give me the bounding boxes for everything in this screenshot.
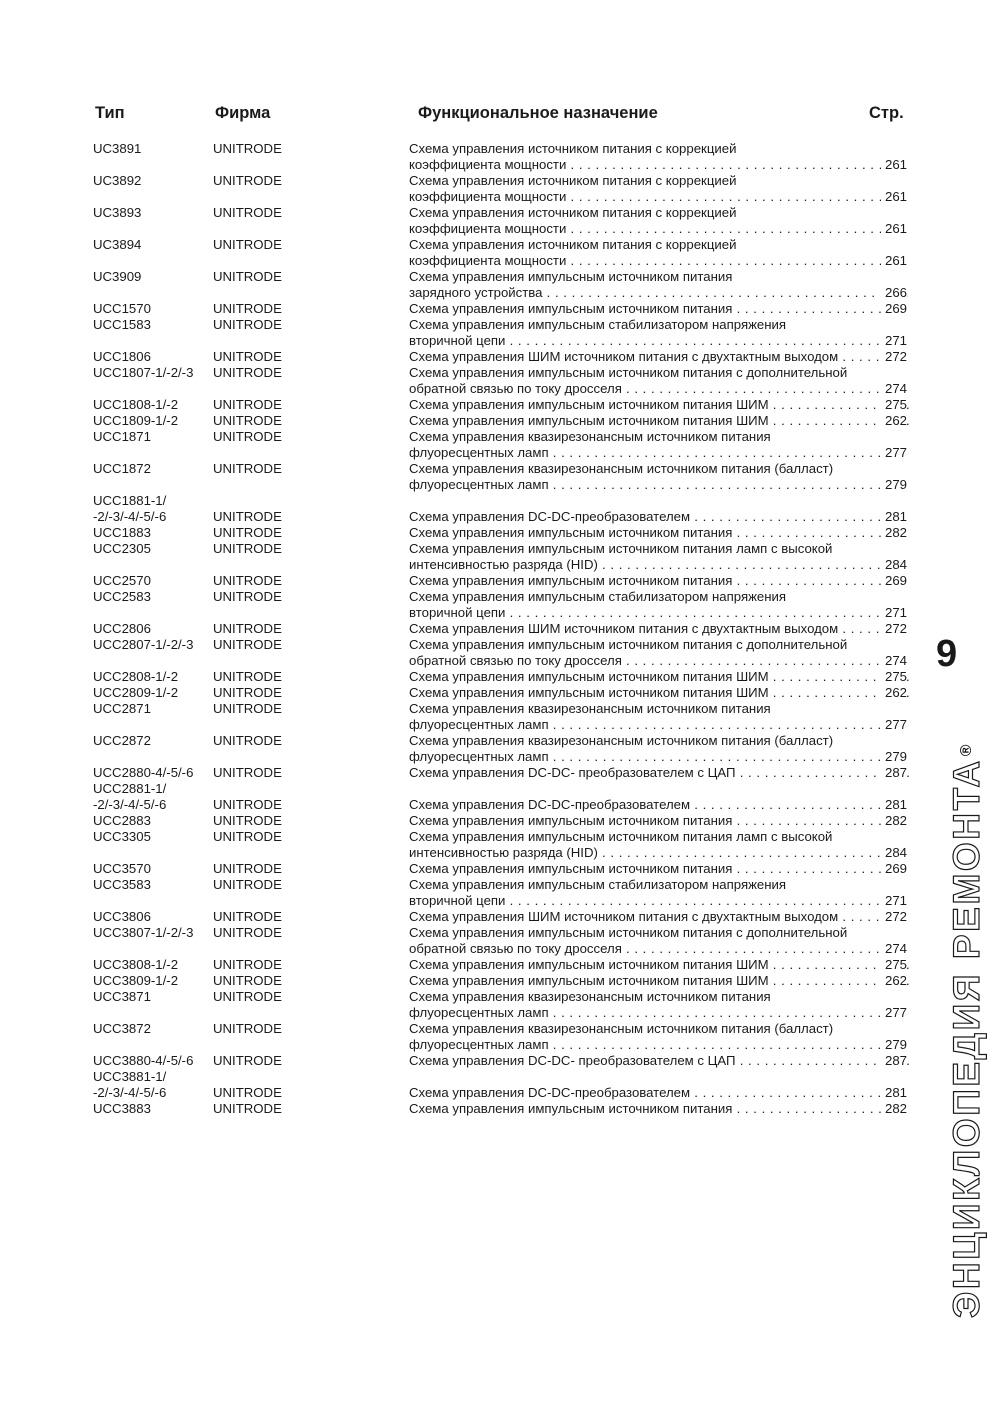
table-row <box>0 413 1005 429</box>
description-cell: Схема управления квазирезонансным источником питания <box>409 701 771 716</box>
type-cell: UCC1570 <box>93 301 151 316</box>
description-cell: Схема управления импульсным источником питания . . . <box>409 301 910 317</box>
description-cell: флуоресцентных ламп . . . <box>409 1037 910 1053</box>
page-cell: 279 <box>881 477 907 493</box>
description-cell: Схема управления импульсным источником питания ламп с высокой <box>409 541 833 556</box>
encyclopedia-title-text: ЭНЦИКЛОПЕДИЯ РЕМОНТА <box>946 758 987 1318</box>
description-cell: интенсивностью разряда (HID) . . . <box>409 557 910 573</box>
page-cell: 262 <box>881 413 907 429</box>
firm-cell: UNITRODE <box>213 525 282 540</box>
table-row <box>0 621 1005 637</box>
page-cell: 287 <box>881 1053 907 1069</box>
description-cell: Схема управления DC-DC- преобразователем с ЦАП . . . <box>409 1053 910 1069</box>
page-cell: 261 <box>881 253 907 269</box>
chapter-number: 9 <box>936 633 958 675</box>
firm-cell: UNITRODE <box>213 205 282 220</box>
table-row <box>0 973 1005 989</box>
firm-cell: UNITRODE <box>213 397 282 412</box>
description-cell: Схема управления импульсным источником питания ламп с высокой <box>409 829 833 844</box>
type-cell: UCC1871 <box>93 429 151 444</box>
type-cell: UCC2871 <box>93 701 151 716</box>
description-cell: Схема управления квазирезонансным источником питания <box>409 989 771 1004</box>
page-cell: 261 <box>881 157 907 173</box>
type-cell: UC3909 <box>93 269 142 284</box>
table-header <box>0 104 1005 128</box>
description-cell: Схема управления ШИМ источником питания с двухтактным выходом . . . <box>409 349 910 365</box>
table-row <box>0 653 1005 669</box>
description-cell: вторичной цепи . . . <box>409 893 910 909</box>
firm-cell: UNITRODE <box>213 541 282 556</box>
description-cell: Схема управления импульсным источником питания ШИМ . . . <box>409 973 910 989</box>
page-cell: 274 <box>881 381 907 397</box>
table-row <box>0 349 1005 365</box>
table-row <box>0 205 1005 221</box>
firm-cell: UNITRODE <box>213 237 282 252</box>
header-function: Функциональное назначение <box>418 104 658 122</box>
type-cell: UCC3807-1/-2/-3 <box>93 925 194 940</box>
page-cell: 282 <box>881 525 907 541</box>
description-cell: Схема управления DC-DC-преобразователем . . . <box>409 1085 910 1101</box>
table-row <box>0 925 1005 941</box>
description-cell: флуоресцентных ламп . . . <box>409 477 910 493</box>
firm-cell: UNITRODE <box>213 957 282 972</box>
table-row <box>0 397 1005 413</box>
table-row <box>0 685 1005 701</box>
description-cell: Схема управления квазирезонансным источником питания (балласт) <box>409 461 834 476</box>
table-row <box>0 509 1005 525</box>
description-cell: Схема управления DC-DC- преобразователем с ЦАП . . . <box>409 765 910 781</box>
firm-cell: UNITRODE <box>213 733 282 748</box>
table-row <box>0 1021 1005 1037</box>
firm-cell: UNITRODE <box>213 413 282 428</box>
firm-cell: UNITRODE <box>213 685 282 700</box>
table-row <box>0 861 1005 877</box>
type-cell: UCC3809-1/-2 <box>93 973 179 988</box>
table-row <box>0 429 1005 445</box>
table-row <box>0 541 1005 557</box>
description-cell: Схема управления импульсным источником питания с дополнительной <box>409 637 848 652</box>
description-cell: Схема управления импульсным источником питания . . . <box>409 813 910 829</box>
page-cell: 272 <box>881 349 907 365</box>
page-cell: 275 <box>881 397 907 413</box>
table-row <box>0 1005 1005 1021</box>
firm-cell: UNITRODE <box>213 925 282 940</box>
description-cell: Схема управления импульсным источником питания ШИМ . . . <box>409 685 910 701</box>
description-cell: обратной связью по току дросселя . . . <box>409 653 910 669</box>
type-cell: UCC3871 <box>93 989 151 1004</box>
description-cell: Схема управления импульсным источником питания ШИМ . . . <box>409 669 910 685</box>
description-cell: Схема управления импульсным стабилизатором напряжения <box>409 877 787 892</box>
table-row <box>0 589 1005 605</box>
table-row <box>0 909 1005 925</box>
page-cell: 262 <box>881 685 907 701</box>
entries-list <box>0 141 1005 1117</box>
page-cell: 261 <box>881 221 907 237</box>
table-row <box>0 477 1005 493</box>
type-cell: -2/-3/-4/-5/-6 <box>93 509 167 524</box>
description-cell: флуоресцентных ламп . . . <box>409 1005 910 1021</box>
firm-cell: UNITRODE <box>213 669 282 684</box>
type-cell: UCC3583 <box>93 877 151 892</box>
type-cell: UCC2881-1/ <box>93 781 167 796</box>
description-cell: Схема управления источником питания с коррекцией <box>409 141 737 156</box>
page-cell: 281 <box>881 1085 907 1101</box>
type-cell: UCC2880-4/-5/-6 <box>93 765 194 780</box>
table-row <box>0 445 1005 461</box>
type-cell: UCC3872 <box>93 1021 151 1036</box>
firm-cell: UNITRODE <box>213 829 282 844</box>
firm-cell: UNITRODE <box>213 813 282 828</box>
firm-cell: UNITRODE <box>213 621 282 636</box>
table-row <box>0 813 1005 829</box>
page-cell: 277 <box>881 717 907 733</box>
table-row <box>0 637 1005 653</box>
description-cell: флуоресцентных ламп . . . <box>409 717 910 733</box>
encyclopedia-title <box>947 742 987 1318</box>
table-row <box>0 1053 1005 1069</box>
table-row <box>0 829 1005 845</box>
firm-cell: UNITRODE <box>213 365 282 380</box>
description-cell: Схема управления квазирезонансным источником питания <box>409 429 771 444</box>
firm-cell: UNITRODE <box>213 637 282 652</box>
firm-cell: UNITRODE <box>213 509 282 524</box>
table-row <box>0 141 1005 157</box>
table-row <box>0 733 1005 749</box>
table-row <box>0 285 1005 301</box>
table-row <box>0 669 1005 685</box>
table-row <box>0 717 1005 733</box>
page-cell: 271 <box>881 333 907 349</box>
table-row <box>0 781 1005 797</box>
description-cell: Схема управления импульсным источником питания с дополнительной <box>409 365 848 380</box>
description-cell: коэффициента мощности . . . <box>409 157 910 173</box>
description-cell: Схема управления источником питания с коррекцией <box>409 205 737 220</box>
type-cell: UCC3806 <box>93 909 151 924</box>
type-cell: UCC1872 <box>93 461 151 476</box>
type-cell: UCC2808-1/-2 <box>93 669 179 684</box>
firm-cell: UNITRODE <box>213 877 282 892</box>
table-row <box>0 525 1005 541</box>
type-cell: UC3893 <box>93 205 142 220</box>
table-row <box>0 365 1005 381</box>
table-row <box>0 253 1005 269</box>
type-cell: UCC2883 <box>93 813 151 828</box>
page-cell: 269 <box>881 301 907 317</box>
table-row <box>0 989 1005 1005</box>
page-cell: 275 <box>881 957 907 973</box>
type-cell: UCC1807-1/-2/-3 <box>93 365 194 380</box>
type-cell: UCC1881-1/ <box>93 493 167 508</box>
description-cell: Схема управления DC-DC-преобразователем . . . <box>409 797 910 813</box>
description-cell: Схема управления импульсным источником питания ШИМ . . . <box>409 397 910 413</box>
description-cell: Схема управления импульсным источником питания . . . <box>409 525 910 541</box>
type-cell: UCC3570 <box>93 861 151 876</box>
firm-cell: UNITRODE <box>213 317 282 332</box>
page-cell: 279 <box>881 1037 907 1053</box>
description-cell: Схема управления импульсным стабилизатором напряжения <box>409 317 787 332</box>
page-cell: 284 <box>881 845 907 861</box>
table-row <box>0 189 1005 205</box>
description-cell: обратной связью по току дросселя . . . <box>409 381 910 397</box>
page-cell: 282 <box>881 813 907 829</box>
page-cell: 272 <box>881 909 907 925</box>
firm-cell: UNITRODE <box>213 1085 282 1100</box>
page-cell: 271 <box>881 605 907 621</box>
registered-mark: ® <box>958 741 975 757</box>
firm-cell: UNITRODE <box>213 173 282 188</box>
firm-cell: UNITRODE <box>213 1021 282 1036</box>
table-row <box>0 605 1005 621</box>
page-cell: 281 <box>881 509 907 525</box>
table-row <box>0 1101 1005 1117</box>
table-row <box>0 237 1005 253</box>
description-cell: Схема управления импульсным источником питания . . . <box>409 1101 910 1117</box>
type-cell: UCC1883 <box>93 525 151 540</box>
type-cell: UCC1808-1/-2 <box>93 397 179 412</box>
description-cell: Схема управления импульсным источником питания ШИМ . . . <box>409 957 910 973</box>
description-cell: обратной связью по току дросселя . . . <box>409 941 910 957</box>
type-cell: UCC2872 <box>93 733 151 748</box>
table-row <box>0 941 1005 957</box>
header-type: Тип <box>95 104 125 122</box>
page-cell: 266 <box>881 285 907 301</box>
table-row <box>0 493 1005 509</box>
type-cell: UCC2807-1/-2/-3 <box>93 637 194 652</box>
description-cell: Схема управления импульсным источником питания . . . <box>409 861 910 877</box>
table-row <box>0 381 1005 397</box>
page-cell: 277 <box>881 445 907 461</box>
table-row <box>0 765 1005 781</box>
page-cell: 269 <box>881 861 907 877</box>
firm-cell: UNITRODE <box>213 1101 282 1116</box>
page-cell: 284 <box>881 557 907 573</box>
description-cell: Схема управления импульсным источником питания с дополнительной <box>409 925 848 940</box>
table-row <box>0 797 1005 813</box>
firm-cell: UNITRODE <box>213 765 282 780</box>
description-cell: коэффициента мощности . . . <box>409 253 910 269</box>
table-row <box>0 221 1005 237</box>
table-row <box>0 301 1005 317</box>
type-cell: UCC3883 <box>93 1101 151 1116</box>
description-cell: Схема управления квазирезонансным источником питания (балласт) <box>409 1021 834 1036</box>
page-cell: 275 <box>881 669 907 685</box>
page-cell: 287 <box>881 765 907 781</box>
description-cell: зарядного устройства . . . <box>409 285 910 301</box>
description-cell: Схема управления импульсным стабилизатором напряжения <box>409 589 787 604</box>
firm-cell: UNITRODE <box>213 1053 282 1068</box>
type-cell: UCC2570 <box>93 573 151 588</box>
firm-cell: UNITRODE <box>213 989 282 1004</box>
table-row <box>0 845 1005 861</box>
table-row <box>0 333 1005 349</box>
table-row <box>0 461 1005 477</box>
firm-cell: UNITRODE <box>213 861 282 876</box>
description-cell: Схема управления ШИМ источником питания с двухтактным выходом . . . <box>409 909 910 925</box>
table-row <box>0 1037 1005 1053</box>
type-cell: UCC2583 <box>93 589 151 604</box>
page-cell: 282 <box>881 1101 907 1117</box>
description-cell: Схема управления источником питания с коррекцией <box>409 173 737 188</box>
type-cell: UCC3808-1/-2 <box>93 957 179 972</box>
table-row <box>0 1069 1005 1085</box>
firm-cell: UNITRODE <box>213 461 282 476</box>
firm-cell: UNITRODE <box>213 301 282 316</box>
description-cell: интенсивностью разряда (HID) . . . <box>409 845 910 861</box>
type-cell: UCC2305 <box>93 541 151 556</box>
description-cell: Схема управления DC-DC-преобразователем . . . <box>409 509 910 525</box>
type-cell: UCC3880-4/-5/-6 <box>93 1053 194 1068</box>
page-cell: 274 <box>881 653 907 669</box>
firm-cell: UNITRODE <box>213 349 282 364</box>
firm-cell: UNITRODE <box>213 909 282 924</box>
type-cell: UCC2809-1/-2 <box>93 685 179 700</box>
page-cell: 271 <box>881 893 907 909</box>
type-cell: -2/-3/-4/-5/-6 <box>93 797 167 812</box>
header-page: Стр. <box>869 104 904 122</box>
type-cell: UCC1583 <box>93 317 151 332</box>
type-cell: UCC1809-1/-2 <box>93 413 179 428</box>
type-cell: UC3891 <box>93 141 142 156</box>
description-cell: Схема управления квазирезонансным источником питания (балласт) <box>409 733 834 748</box>
firm-cell: UNITRODE <box>213 141 282 156</box>
firm-cell: UNITRODE <box>213 573 282 588</box>
type-cell: UCC3305 <box>93 829 151 844</box>
page-cell: 279 <box>881 749 907 765</box>
table-row <box>0 749 1005 765</box>
table-row <box>0 157 1005 173</box>
description-cell: вторичной цепи . . . <box>409 605 910 621</box>
description-cell: флуоресцентных ламп . . . <box>409 445 910 461</box>
firm-cell: UNITRODE <box>213 589 282 604</box>
page-cell: 269 <box>881 573 907 589</box>
firm-cell: UNITRODE <box>213 973 282 988</box>
table-row <box>0 317 1005 333</box>
table-row <box>0 701 1005 717</box>
table-row <box>0 269 1005 285</box>
description-cell: коэффициента мощности . . . <box>409 221 910 237</box>
header-firm: Фирма <box>215 104 271 122</box>
type-cell: UCC3881-1/ <box>93 1069 167 1084</box>
table-row <box>0 893 1005 909</box>
description-cell: флуоресцентных ламп . . . <box>409 749 910 765</box>
page-cell: 281 <box>881 797 907 813</box>
page-cell: 277 <box>881 1005 907 1021</box>
description-cell: Схема управления импульсным источником питания ШИМ . . . <box>409 413 910 429</box>
table-row <box>0 957 1005 973</box>
table-row <box>0 173 1005 189</box>
table-row <box>0 557 1005 573</box>
page-cell: 261 <box>881 189 907 205</box>
type-cell: UC3894 <box>93 237 142 252</box>
table-row <box>0 573 1005 589</box>
firm-cell: UNITRODE <box>213 269 282 284</box>
firm-cell: UNITRODE <box>213 429 282 444</box>
description-cell: коэффициента мощности . . . <box>409 189 910 205</box>
firm-cell: UNITRODE <box>213 701 282 716</box>
page-cell: 262 <box>881 973 907 989</box>
page-cell: 272 <box>881 621 907 637</box>
page-cell: 274 <box>881 941 907 957</box>
firm-cell: UNITRODE <box>213 797 282 812</box>
type-cell: -2/-3/-4/-5/-6 <box>93 1085 167 1100</box>
description-cell: Схема управления импульсным источником питания . . . <box>409 573 910 589</box>
description-cell: Схема управления ШИМ источником питания с двухтактным выходом . . . <box>409 621 910 637</box>
table-row <box>0 877 1005 893</box>
type-cell: UCC2806 <box>93 621 151 636</box>
type-cell: UCC1806 <box>93 349 151 364</box>
description-cell: вторичной цепи . . . <box>409 333 910 349</box>
description-cell: Схема управления импульсным источником питания <box>409 269 733 284</box>
table-row <box>0 1085 1005 1101</box>
description-cell: Схема управления источником питания с коррекцией <box>409 237 737 252</box>
type-cell: UC3892 <box>93 173 142 188</box>
